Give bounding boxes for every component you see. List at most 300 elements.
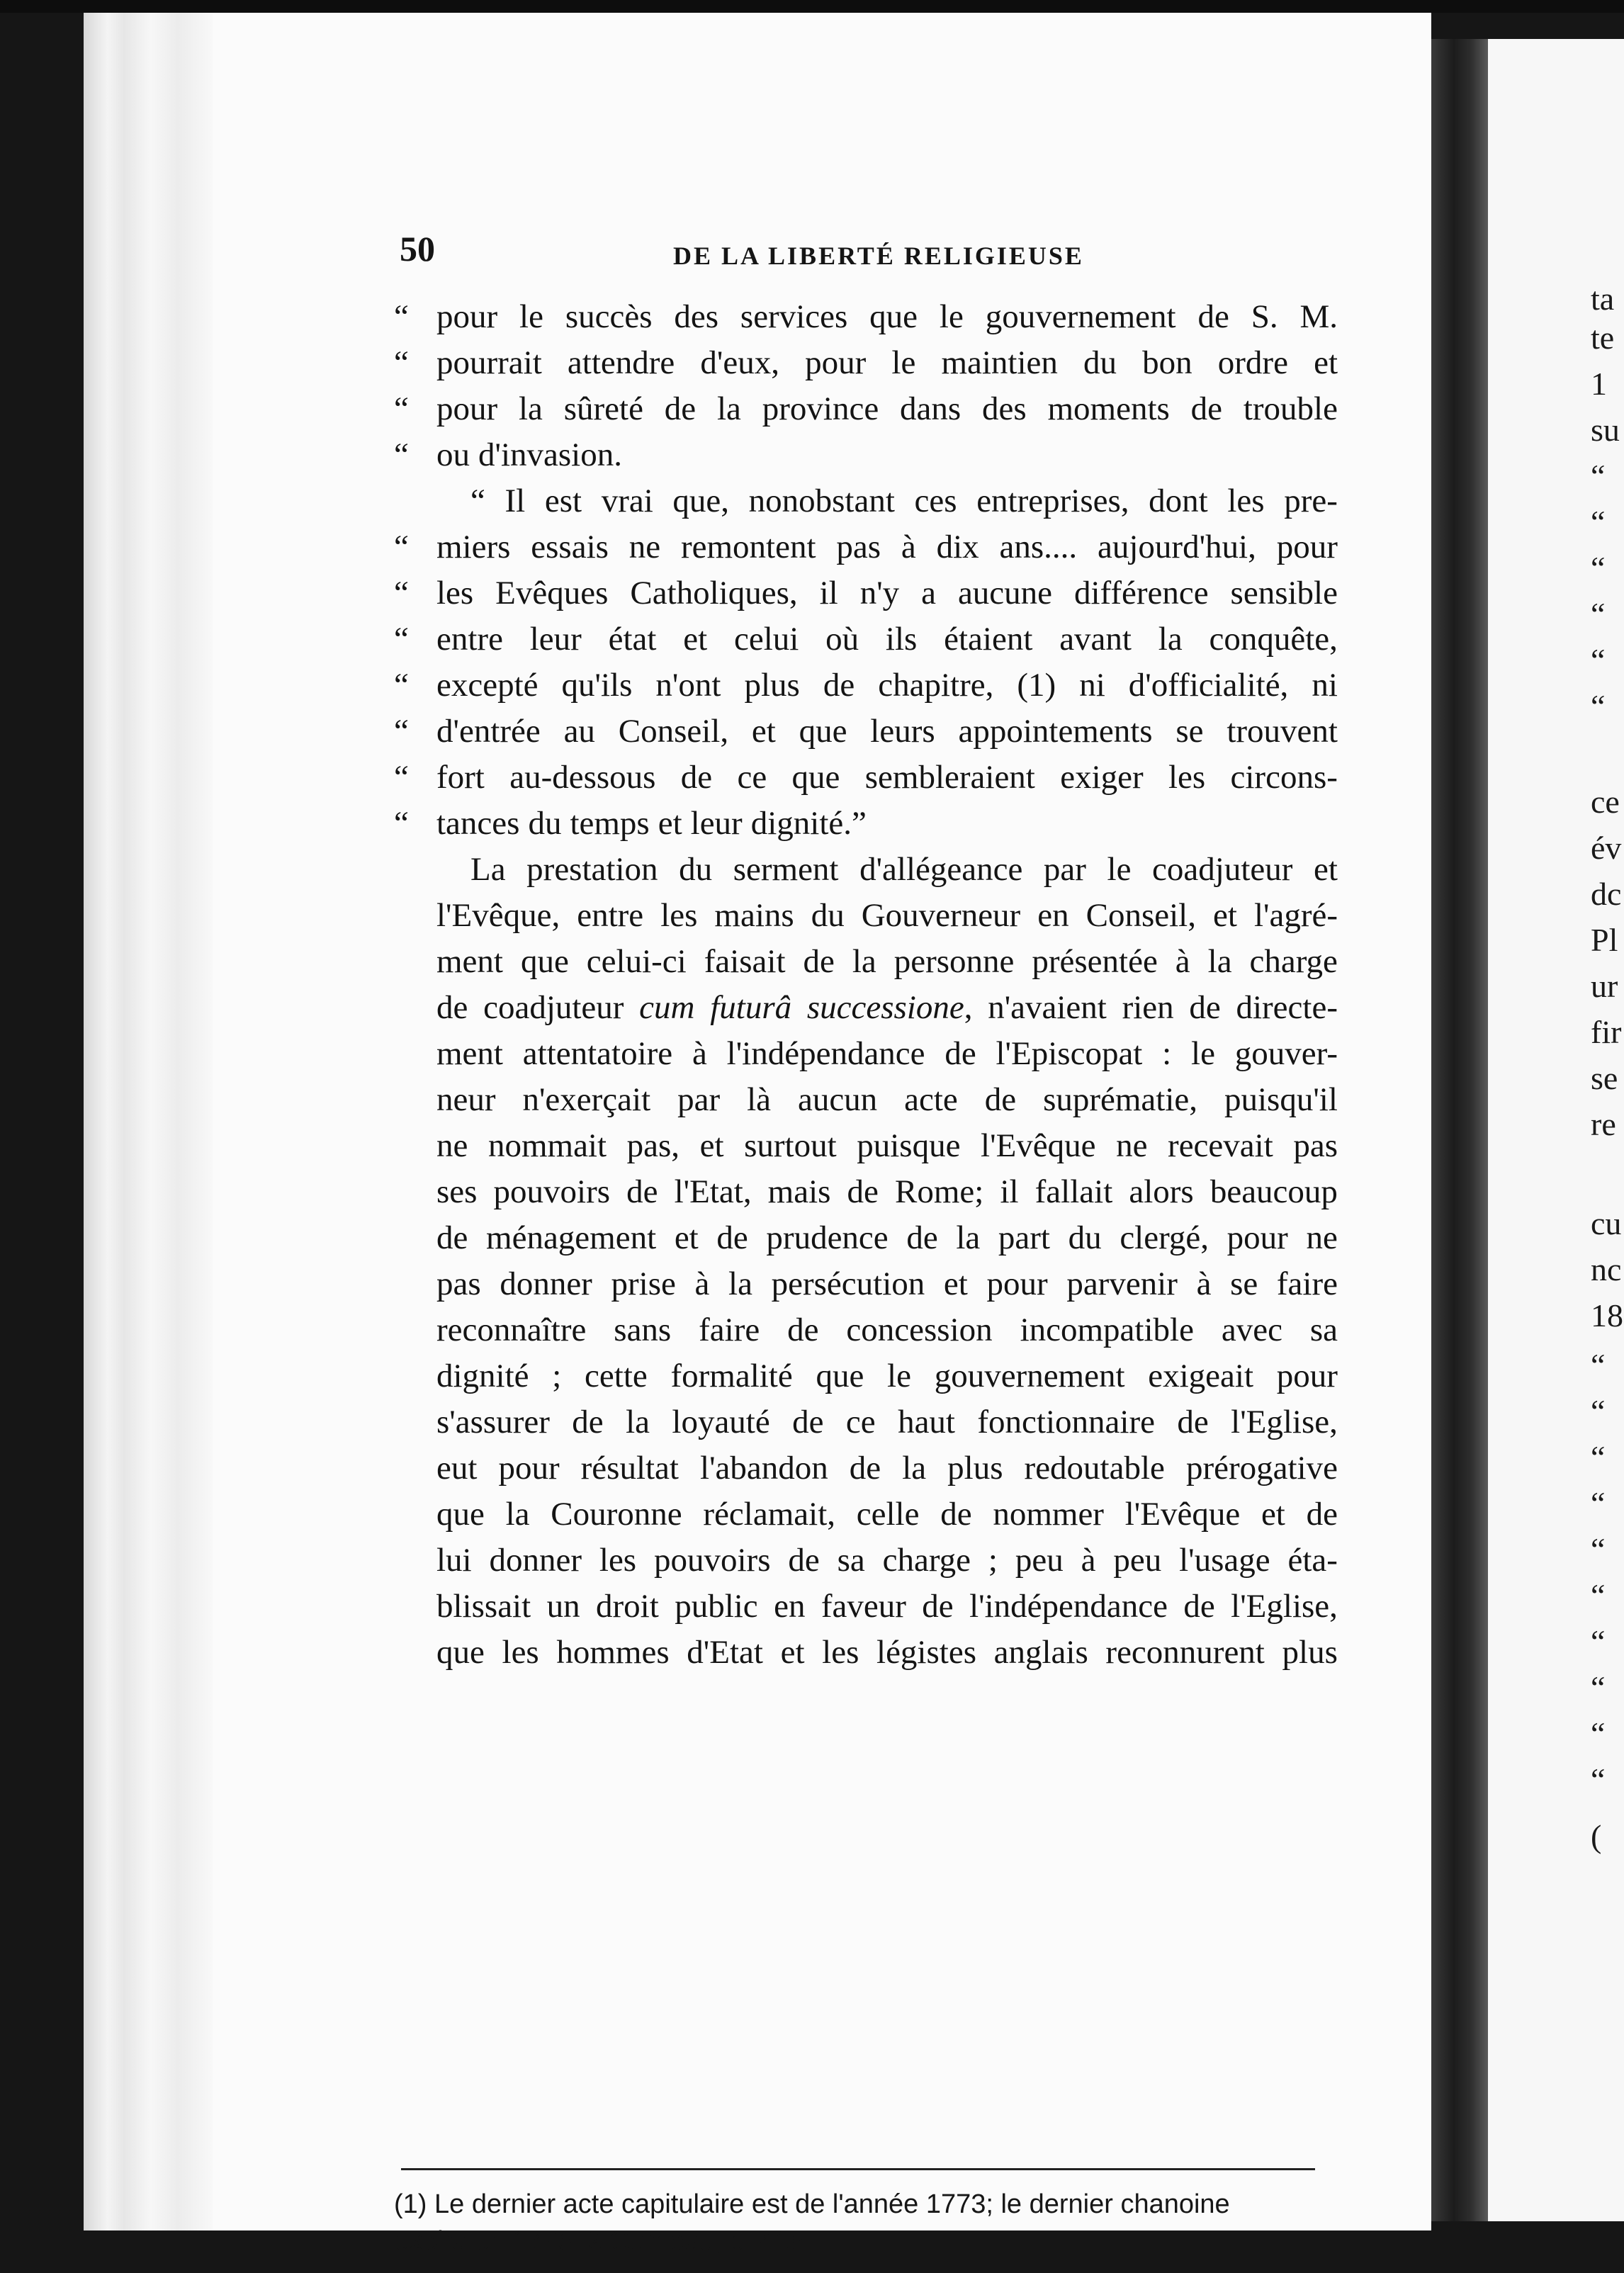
quote-mark: “ — [394, 759, 409, 796]
word: pour — [986, 1265, 1048, 1302]
quote-mark: “ — [394, 713, 409, 750]
scan-top-border — [0, 0, 1624, 13]
word: pour — [1276, 1358, 1338, 1394]
text-line — [394, 1127, 1338, 1171]
word: à — [1081, 1542, 1096, 1579]
facing-page-fragment: re — [1591, 1106, 1616, 1142]
footnote-rule — [401, 2168, 1315, 2170]
word: redoutable — [1024, 1450, 1165, 1487]
word: excepté — [436, 667, 538, 704]
line-text — [436, 942, 1338, 981]
word: temps — [570, 805, 650, 842]
word: pour — [498, 1450, 560, 1487]
word: vrai — [601, 483, 653, 519]
word: recevait — [1168, 1127, 1273, 1164]
line-text — [436, 850, 1338, 889]
word: la — [505, 1496, 530, 1533]
quote-mark: “ — [394, 436, 409, 473]
word: la — [728, 1265, 752, 1302]
text-line — [394, 1403, 1338, 1447]
word: d'entrée — [436, 713, 541, 750]
word: de — [847, 1173, 879, 1210]
word: pour — [436, 298, 498, 335]
word: la — [518, 390, 543, 427]
word: la — [626, 1404, 650, 1440]
facing-page-fragment: “ — [1591, 504, 1606, 540]
word: de — [803, 943, 835, 980]
word: d'invasion. — [478, 436, 622, 473]
word: aucune — [957, 575, 1053, 611]
word: et — [1314, 344, 1338, 381]
running-title: DE LA LIBERTÉ RELIGIEUSE — [673, 242, 1084, 270]
word: de — [1183, 1588, 1215, 1625]
word: alors — [1129, 1173, 1194, 1210]
word: nonobstant — [748, 483, 895, 519]
word: légistes — [876, 1634, 976, 1671]
word: ce — [737, 759, 767, 796]
word: de — [436, 1219, 468, 1256]
word: et — [751, 713, 776, 750]
word: les — [1227, 483, 1265, 519]
word: blissait — [436, 1588, 531, 1625]
text-line — [394, 666, 1338, 710]
line-text — [436, 528, 1338, 566]
word: mains — [714, 897, 794, 934]
word: ordre — [1217, 344, 1288, 381]
word: sensible — [1230, 575, 1338, 611]
word: à — [692, 1035, 707, 1072]
word: chapitre, — [878, 667, 994, 704]
word: Gouverneur — [861, 897, 1021, 934]
line-text — [436, 344, 1338, 382]
text-line — [394, 1357, 1338, 1401]
word: La — [470, 851, 506, 888]
facing-page-fragment: “ — [1591, 1761, 1606, 1798]
text-line — [394, 1265, 1338, 1309]
word: qu'ils — [561, 667, 633, 704]
text-line — [394, 1081, 1338, 1124]
word: exiger — [1060, 759, 1144, 796]
word: leur — [690, 805, 743, 842]
word: dignité.” — [750, 805, 867, 842]
word: pour — [436, 390, 498, 427]
word: que — [869, 298, 918, 335]
word: successione, — [806, 989, 973, 1026]
text-line — [394, 1034, 1338, 1078]
word: état — [608, 621, 657, 658]
word: sa — [1309, 1312, 1338, 1348]
facing-page-fragment: dc — [1591, 876, 1622, 912]
word: résultat — [580, 1450, 679, 1487]
word: à — [1175, 943, 1190, 980]
word: neur — [436, 1081, 496, 1118]
facing-page-fragment: fir — [1591, 1014, 1622, 1050]
word: les — [1168, 759, 1206, 796]
word: à — [901, 529, 916, 565]
word: pas — [836, 529, 881, 565]
word: étaient — [944, 621, 1033, 658]
word: entreprises, — [976, 483, 1129, 519]
word: charge — [882, 1542, 971, 1579]
word: ne — [436, 1127, 468, 1164]
word: la — [852, 943, 876, 980]
word: trouble — [1243, 390, 1338, 427]
word: n'avaient — [988, 989, 1107, 1026]
facing-page-fragment: se — [1591, 1060, 1618, 1096]
word: charge — [1249, 943, 1338, 980]
word: pouvoirs — [653, 1542, 771, 1579]
word: ment — [436, 943, 503, 980]
word: puisqu'il — [1224, 1081, 1338, 1118]
word: les — [599, 1542, 637, 1579]
word: pour — [805, 344, 867, 381]
line-text — [436, 1219, 1338, 1257]
word: M. — [1299, 298, 1338, 335]
word: conquête, — [1209, 621, 1338, 658]
word: et — [658, 805, 682, 842]
word: le — [519, 298, 543, 335]
word: fonctionnaire — [977, 1404, 1155, 1440]
word: pour — [1276, 529, 1338, 565]
word: Couronne — [551, 1496, 682, 1533]
word: trouvent — [1227, 713, 1338, 750]
word: de — [906, 1219, 938, 1256]
word: que, — [672, 483, 730, 519]
word: par — [677, 1081, 721, 1118]
facing-page-fragment: “ — [1591, 642, 1606, 678]
word: n'ont — [655, 667, 721, 704]
facing-page-fragment: “ — [1591, 550, 1606, 586]
line-text — [436, 804, 1338, 842]
word: lui — [436, 1542, 472, 1579]
word: faire — [1276, 1265, 1338, 1302]
word: prudence — [766, 1219, 889, 1256]
word: circons- — [1230, 759, 1338, 796]
word: entre — [436, 621, 503, 658]
line-text — [436, 1357, 1338, 1395]
word: que — [816, 1358, 864, 1394]
facing-page-fragment: “ — [1591, 1577, 1606, 1613]
word: Rome; — [895, 1173, 984, 1210]
word: d'allégeance — [859, 851, 1023, 888]
word: (1) — [1017, 667, 1056, 704]
word: ou — [436, 436, 470, 473]
word: de — [823, 667, 855, 704]
line-text — [436, 988, 1338, 1027]
word: des — [982, 390, 1027, 427]
word: que — [791, 759, 840, 796]
facing-page-fragment: “ — [1591, 1669, 1606, 1705]
facing-page-fragment: “ — [1591, 1531, 1606, 1567]
facing-page-fragment: nc — [1591, 1251, 1622, 1287]
word: dont — [1149, 483, 1208, 519]
word: de — [572, 1404, 604, 1440]
word: pourrait — [436, 344, 542, 381]
facing-page-fragment: “ — [1591, 1715, 1606, 1752]
line-text — [436, 298, 1338, 336]
footnote-line: (1) Le dernier acte capitulaire est de l'année 1773; le dernier chanoine — [394, 2189, 1230, 2219]
word: différence — [1073, 575, 1209, 611]
facing-page-fragment: 18 — [1591, 1297, 1623, 1333]
word: persécution — [771, 1265, 925, 1302]
word: moments — [1047, 390, 1170, 427]
word: éta- — [1287, 1542, 1338, 1579]
word: le — [1107, 851, 1132, 888]
word: reconnurent — [1105, 1634, 1265, 1671]
word: rien — [1122, 989, 1174, 1026]
word: Il — [504, 483, 526, 519]
word: de — [626, 1173, 658, 1210]
line-text — [436, 1449, 1338, 1487]
text-line — [394, 1173, 1338, 1217]
word: pre- — [1284, 483, 1338, 519]
word: de — [940, 1496, 972, 1533]
text-line — [394, 482, 1338, 526]
quote-mark: “ — [394, 621, 409, 658]
word: de — [1189, 989, 1221, 1026]
word: nommait — [487, 1127, 607, 1164]
text-line — [394, 1633, 1338, 1677]
word: se — [1230, 1265, 1258, 1302]
word: l'abandon — [700, 1450, 828, 1487]
word: directe- — [1236, 989, 1338, 1026]
line-text — [436, 390, 1338, 428]
facing-page-fragment: ce — [1591, 784, 1620, 820]
word: ni — [1079, 667, 1105, 704]
facing-page-fragment: “ — [1591, 1393, 1606, 1429]
word: que — [520, 943, 569, 980]
word: du — [811, 897, 845, 934]
facing-page-fragment: “ — [1591, 458, 1606, 494]
page-stack-edge — [84, 13, 218, 2230]
line-text — [436, 1265, 1338, 1303]
word: celle — [856, 1496, 920, 1533]
word: eut — [436, 1450, 478, 1487]
word: province — [762, 390, 879, 427]
line-text — [436, 482, 1338, 520]
word: acte — [904, 1081, 958, 1118]
word: faire — [699, 1312, 760, 1348]
word: pas — [436, 1265, 481, 1302]
word: futurâ — [710, 989, 792, 1026]
text-line — [394, 1587, 1338, 1631]
word: par — [1043, 851, 1086, 888]
text-line — [394, 804, 1338, 848]
quote-mark: “ — [394, 298, 409, 335]
facing-page-fragment: 1 — [1591, 366, 1607, 402]
word: ces — [914, 483, 957, 519]
word: ; — [552, 1358, 562, 1394]
facing-page-fragment: te — [1591, 320, 1615, 356]
word: présentée — [1032, 943, 1158, 980]
word: où — [825, 621, 859, 658]
word: hommes — [556, 1634, 670, 1671]
word: de — [680, 759, 713, 796]
word: donner — [489, 1542, 582, 1579]
word: sa — [837, 1542, 865, 1579]
word: ne — [1306, 1219, 1338, 1256]
word: à — [1196, 1265, 1212, 1302]
text-line — [394, 390, 1338, 434]
word: exigeait — [1148, 1358, 1254, 1394]
word: avant — [1059, 621, 1132, 658]
word: loyauté — [672, 1404, 770, 1440]
word: ne — [1116, 1127, 1148, 1164]
word: de — [716, 1219, 748, 1256]
word: droit — [596, 1588, 659, 1625]
text-line — [394, 850, 1338, 894]
line-text — [436, 896, 1338, 935]
word: dans — [900, 390, 962, 427]
facing-page-fragment: év — [1591, 830, 1622, 866]
text-line — [394, 758, 1338, 802]
facing-page-fragment: “ — [1591, 688, 1606, 724]
word: sans — [614, 1312, 672, 1348]
word: faveur — [821, 1588, 906, 1625]
line-text — [436, 1633, 1338, 1671]
word: coadjuteur — [483, 989, 624, 1026]
word: ils — [885, 621, 918, 658]
text-line — [394, 712, 1338, 756]
facing-page-fragment: ur — [1591, 968, 1618, 1004]
text-line — [394, 436, 1338, 480]
word: de — [1190, 390, 1223, 427]
word: ans.... — [999, 529, 1078, 565]
text-line — [394, 988, 1338, 1032]
word: aucun — [797, 1081, 878, 1118]
quote-mark: “ — [394, 529, 409, 565]
word: S. — [1251, 298, 1278, 335]
line-text — [436, 1587, 1338, 1625]
word: avec — [1221, 1312, 1282, 1348]
word: de — [1197, 298, 1229, 335]
word: en — [1037, 897, 1069, 934]
word: d'eux, — [700, 344, 779, 381]
word: pas, — [626, 1127, 680, 1164]
word: la — [1158, 621, 1183, 658]
line-text — [436, 1495, 1338, 1533]
text-line — [394, 896, 1338, 940]
word: l'usage — [1179, 1542, 1270, 1579]
word: public — [675, 1588, 758, 1625]
word: et — [1261, 1496, 1285, 1533]
word: dix — [936, 529, 979, 565]
word: ce — [845, 1404, 876, 1440]
text-line — [394, 1449, 1338, 1493]
word: du — [679, 851, 713, 888]
quote-mark: “ — [394, 344, 409, 381]
word: leur — [529, 621, 582, 658]
text-line — [394, 298, 1338, 342]
facing-page-fragment: “ — [1591, 1347, 1606, 1383]
word: du — [1083, 344, 1117, 381]
word: beaucoup — [1209, 1173, 1338, 1210]
text-line — [394, 344, 1338, 388]
word: peu — [1015, 1542, 1064, 1579]
word: réclamait, — [703, 1496, 835, 1533]
word: maintien — [941, 344, 1058, 381]
word: le — [891, 344, 916, 381]
word: plus — [947, 1450, 1003, 1487]
word: et — [674, 1219, 699, 1256]
quote-mark: “ — [394, 390, 409, 427]
line-text — [436, 436, 1338, 474]
word: gouvernement — [934, 1358, 1125, 1394]
line-text — [436, 1403, 1338, 1441]
word: personne — [893, 943, 1015, 980]
word: de — [1306, 1496, 1338, 1533]
text-line — [394, 574, 1338, 618]
word: “ — [470, 483, 485, 519]
word: suprématie, — [1043, 1081, 1198, 1118]
line-text — [436, 712, 1338, 750]
text-line — [394, 1311, 1338, 1355]
word: appointements — [958, 713, 1153, 750]
word: concession — [846, 1312, 993, 1348]
word: ment — [436, 1035, 503, 1072]
word: et — [683, 621, 708, 658]
word: l'indépendance — [969, 1588, 1168, 1625]
word: celui-ci — [586, 943, 687, 980]
text-line — [394, 528, 1338, 572]
word: services — [740, 298, 848, 335]
word: part — [998, 1219, 1050, 1256]
word: prise — [611, 1265, 676, 1302]
word: de — [436, 989, 468, 1026]
word: ni — [1312, 667, 1338, 704]
word: coadjuteur — [1152, 851, 1293, 888]
word: ne — [628, 529, 661, 565]
text-line — [394, 1219, 1338, 1263]
word: que — [436, 1496, 485, 1533]
quote-mark: “ — [394, 805, 409, 842]
word: le — [1191, 1035, 1215, 1072]
word: l'Eglise, — [1231, 1404, 1338, 1440]
word: sembleraient — [864, 759, 1035, 796]
facing-page-fragment: ta — [1591, 281, 1615, 317]
line-text — [436, 666, 1338, 704]
word: serment — [733, 851, 839, 888]
word: essais — [531, 529, 609, 565]
word: a — [921, 575, 936, 611]
word: de — [1177, 1404, 1209, 1440]
word: Conseil, — [1086, 897, 1196, 934]
line-text — [436, 1081, 1338, 1119]
word: l'Episcopat — [996, 1035, 1143, 1072]
facing-page-fragment: ( — [1591, 1818, 1602, 1854]
word: attentatoire — [522, 1035, 673, 1072]
facing-page-fragment: su — [1591, 412, 1620, 448]
word: tances — [436, 805, 520, 842]
line-text — [436, 1541, 1338, 1579]
word: des — [674, 298, 719, 335]
book-gutter — [1431, 39, 1488, 2221]
word: celui — [733, 621, 799, 658]
word: et — [943, 1265, 968, 1302]
word: ; — [988, 1542, 998, 1579]
word: que — [799, 713, 847, 750]
word: l'agré- — [1253, 897, 1338, 934]
word: pas — [1293, 1127, 1338, 1164]
word: nommer — [993, 1496, 1104, 1533]
word: prérogative — [1185, 1450, 1338, 1487]
word: l'Etat, — [674, 1173, 752, 1210]
word: et — [1314, 851, 1338, 888]
word: attendre — [567, 344, 675, 381]
page-number: 50 — [400, 229, 435, 269]
text-line — [394, 942, 1338, 986]
word: la — [956, 1219, 981, 1256]
